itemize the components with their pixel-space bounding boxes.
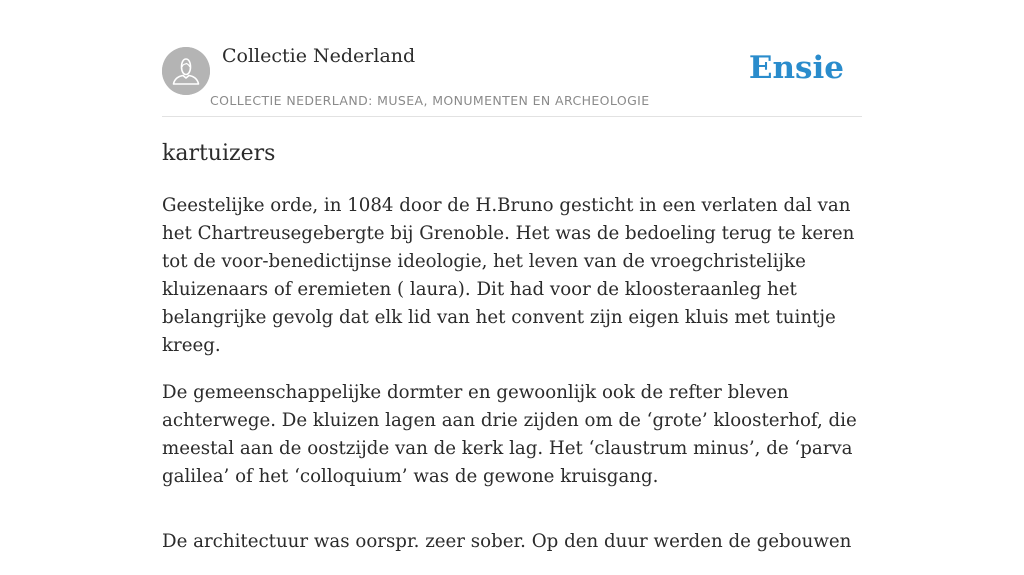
organization-link[interactable]: COLLECTIE NEDERLAND: MUSEA, MONUMENTEN EN ARCHEOLOGIE	[210, 93, 650, 108]
article-paragraph: De gemeenschappelijke dormter en gewoonlijk ook de refter bleven achterwege. De kluizen lagen aan drie zijden om de ‘grote’ kloosterhof, die meestal aan de oostzijde van de kerk lag. Het ‘claustrum minus’, de ‘parva galilea’ of het ‘colloquium’ was de gewone kruisgang.	[162, 382, 857, 487]
article-body	[162, 192, 862, 575]
avatar-graphic	[162, 47, 210, 95]
article-paragraph: De architectuur was oorspr. zeer sober. Op den duur werden de gebouwen	[162, 531, 852, 552]
article-paragraph: Geestelijke orde, in 1084 door de H.Bruno gesticht in een verlaten dal van het Chartreusegebergte bij Grenoble. Het was de bedoeling terug te keren tot de voor-benedictijnse ideologie, het leven van de vroegchristelijke kluizenaars of eremieten ( laura). Dit had voor de kloosteraanleg het belangrijke gevolg dat elk lid van het convent zijn eigen kluis met tuintje kreeg.	[162, 195, 855, 356]
ensie-logo[interactable]: Ensie	[748, 50, 844, 86]
page-title: kartuizers	[162, 141, 276, 166]
author-header	[162, 0, 862, 117]
user-silhouette-icon[interactable]	[162, 47, 210, 95]
author-name[interactable]: Collectie Nederland	[222, 45, 416, 67]
